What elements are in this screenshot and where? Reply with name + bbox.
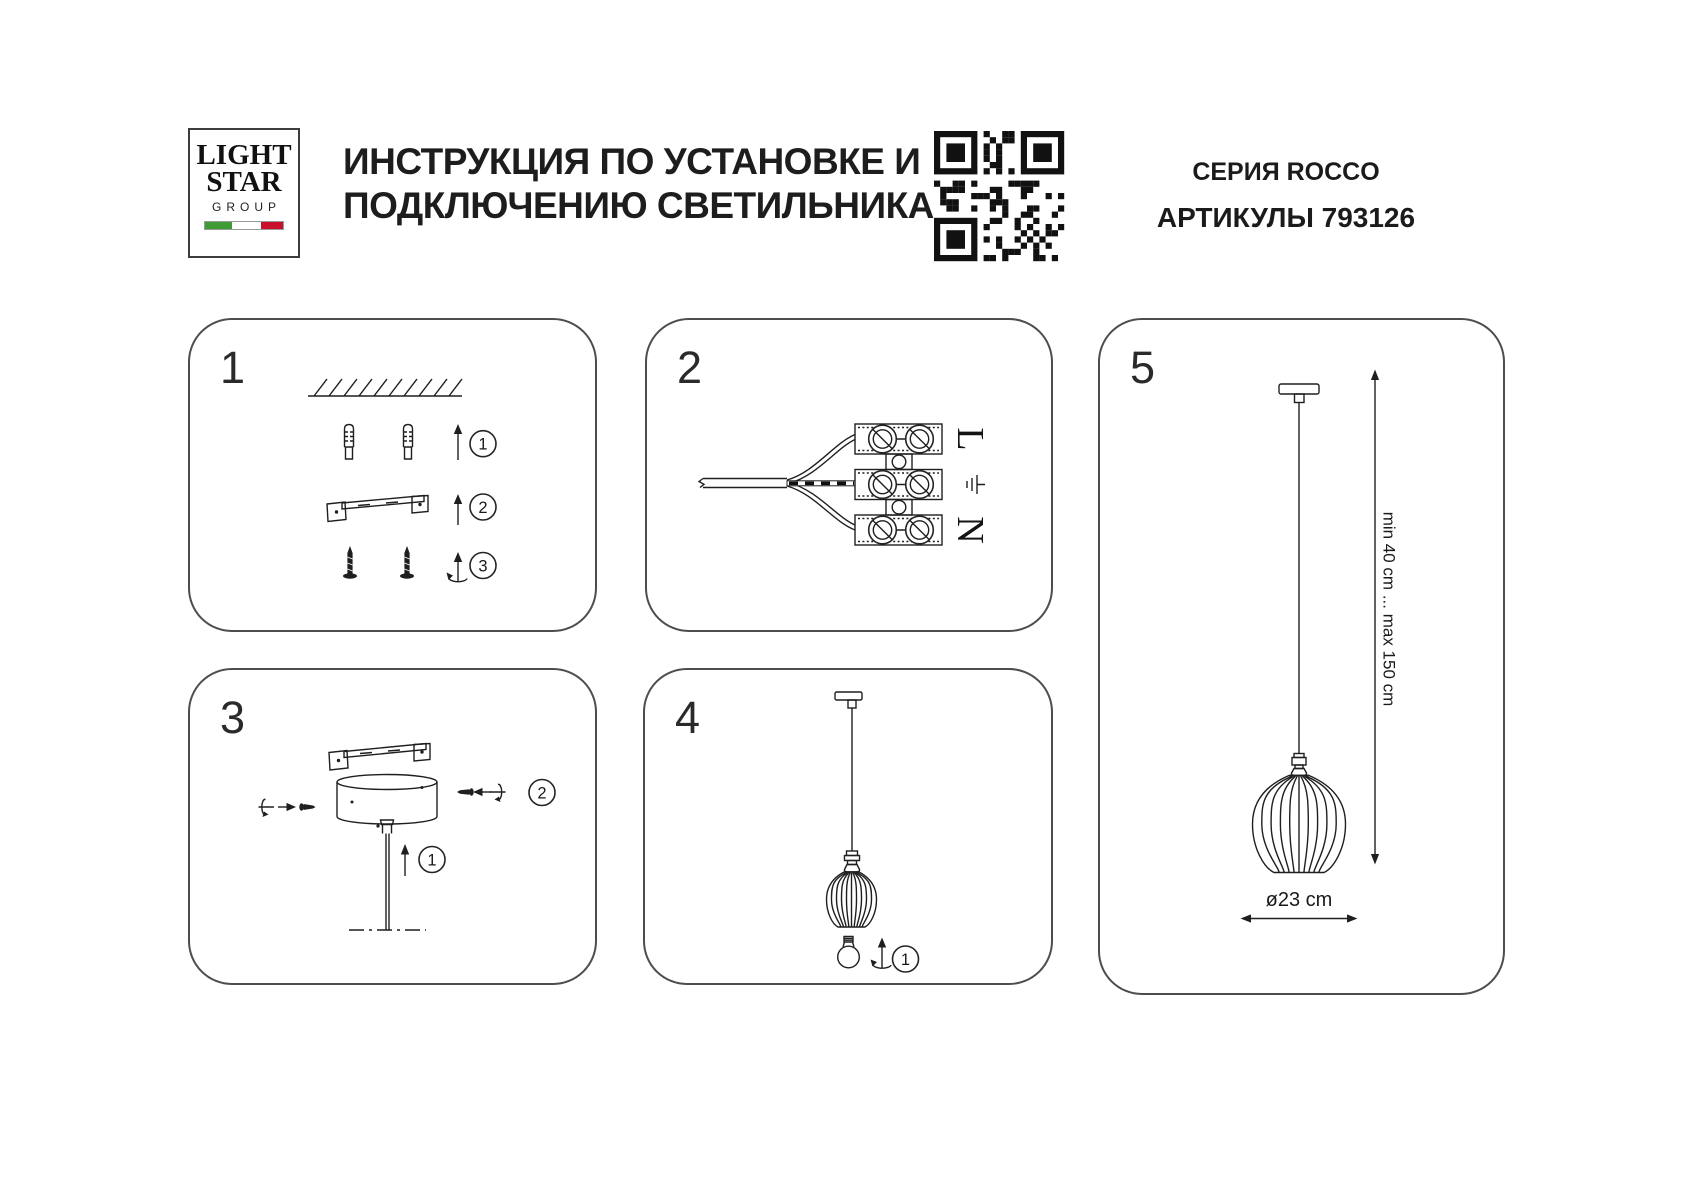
qr-code — [930, 127, 1068, 265]
canopy — [337, 775, 437, 834]
step-panel-2 — [645, 318, 1053, 632]
panel-number: 1 — [220, 342, 246, 393]
panel-number: 3 — [220, 692, 246, 743]
diameter-label: ø23 cm — [1265, 889, 1333, 911]
height-dimension-label: min 40 cm ... max 150 cm — [1379, 511, 1399, 707]
step-panel-3 — [188, 668, 597, 985]
title-line-1: ИНСТРУКЦИЯ ПО УСТАНОВКЕ И — [343, 141, 921, 182]
step-arrow-up — [454, 424, 462, 460]
step-arrow-up — [401, 844, 409, 876]
panel-2-diagram — [647, 320, 1051, 630]
step-number-badge — [470, 553, 496, 579]
diameter-dimension-line — [1241, 914, 1358, 922]
step-number-badge — [419, 847, 445, 873]
svg-text:1: 1 — [900, 950, 911, 969]
terminal-block — [855, 424, 942, 545]
step-number-badge — [529, 780, 555, 806]
ceiling-hatch — [308, 379, 462, 396]
series-label: СЕРИЯ ROCCO — [1192, 158, 1380, 186]
page-title — [343, 140, 934, 228]
panel-4-diagram — [645, 670, 1051, 983]
height-dimension-line — [1371, 370, 1379, 865]
step-panel-5 — [1098, 318, 1505, 995]
article-number: АРТИКУЛЫ 793126 — [1156, 202, 1416, 233]
lightstar-logo — [188, 128, 300, 258]
panel-3-diagram — [190, 670, 595, 983]
product-info — [1150, 158, 1422, 234]
panel-number: 2 — [677, 342, 703, 393]
wire-neutral — [787, 483, 855, 531]
italian-flag-bar — [204, 221, 284, 230]
mounting-bracket — [327, 496, 428, 522]
svg-text:2: 2 — [478, 498, 488, 517]
mounting-bracket — [329, 744, 430, 771]
wire-line — [787, 435, 855, 484]
svg-text:1: 1 — [427, 851, 437, 870]
screw-in-rotate-arrow — [447, 552, 468, 582]
logo-word-star: STAR — [206, 166, 282, 198]
step-number-badge — [893, 946, 919, 972]
step-number-badge — [470, 494, 496, 520]
step-panel-4 — [643, 668, 1053, 985]
wall-anchor — [345, 425, 354, 460]
logo-word-group: GROUP — [211, 200, 281, 214]
lamp-shade — [827, 872, 877, 927]
panel-5-diagram — [1100, 320, 1503, 993]
screw — [343, 546, 357, 579]
lamp-socket — [1291, 754, 1306, 776]
wall-anchor — [404, 425, 413, 460]
screw-in-rotate-arrow — [871, 938, 892, 969]
lamp-shade — [1253, 776, 1346, 873]
lamp-socket — [844, 851, 859, 872]
logo-word-light: LIGHT — [196, 139, 292, 171]
panel-1-diagram — [190, 320, 595, 630]
svg-text:2: 2 — [537, 784, 547, 803]
ground-symbol — [967, 475, 985, 494]
screw — [400, 546, 414, 579]
power-cable — [699, 479, 787, 488]
ceiling-plate — [835, 692, 862, 708]
panel-number: 4 — [675, 692, 701, 743]
ceiling-plate — [1279, 384, 1319, 403]
label-line: L — [949, 427, 991, 451]
label-neutral: N — [949, 516, 991, 544]
title-line-2: ПОДКЛЮЧЕНИЮ СВЕТИЛЬНИКА — [343, 185, 934, 226]
svg-text:1: 1 — [478, 435, 488, 454]
side-screw-right — [457, 784, 506, 802]
side-screw-left — [259, 799, 316, 817]
wire-ground-striped — [787, 481, 855, 486]
light-bulb — [838, 937, 860, 968]
step-panel-1 — [188, 318, 597, 632]
panel-number: 5 — [1130, 342, 1156, 393]
suspension-cord — [349, 834, 426, 931]
step-number-badge — [470, 431, 496, 457]
step-arrow-up — [454, 494, 462, 525]
svg-text:3: 3 — [478, 557, 488, 576]
